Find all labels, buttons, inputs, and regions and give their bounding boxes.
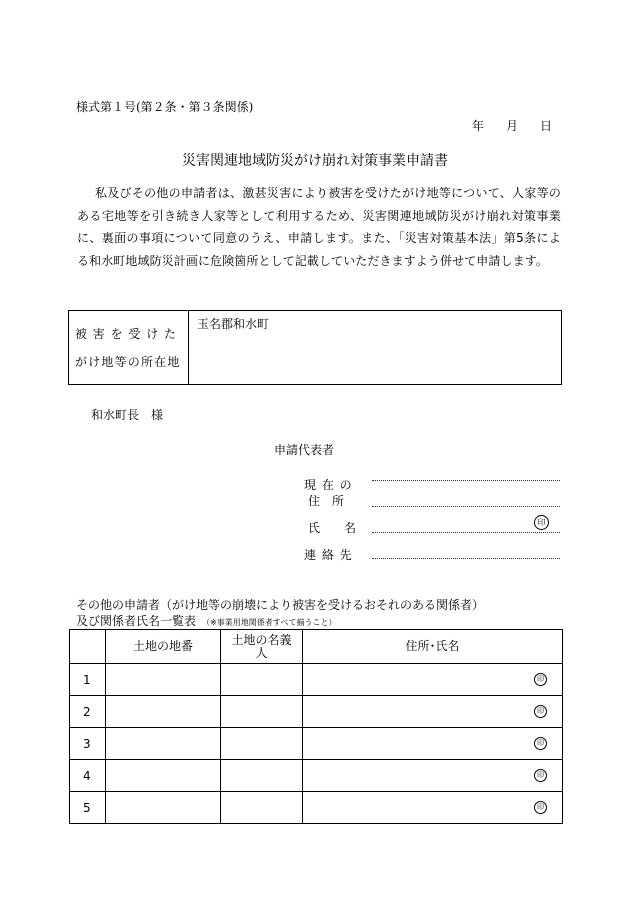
- seal-icon: 印: [534, 737, 547, 750]
- form-number: 様式第１号(第２条・第３条関係): [76, 100, 254, 114]
- header-number: [70, 630, 106, 664]
- address-name-cell[interactable]: [303, 664, 563, 696]
- table-row: [70, 664, 563, 696]
- address-name-cell[interactable]: [303, 728, 563, 760]
- intro-paragraph: 私及びその他の申請者は、激甚災害により被害を受けたがけ地等について、人家等のある宅地等を引き続き人家等として利用するため、災害関連地域防災がけ崩れ対策事業に、裏面の事項について同意のうえ、申請します。また、「災害対策基本法」第5条による和水町地域防災計画に危険箇所として記載していただきますよう併せて申請します。: [77, 186, 561, 268]
- others-note: （※事業用地関係者すべて揃うこと）: [202, 618, 337, 627]
- applicants-table: [69, 629, 563, 824]
- seal-icon: 印: [534, 515, 549, 530]
- lot-number-cell[interactable]: [106, 760, 221, 792]
- addressee: 和水町長 様: [91, 408, 164, 422]
- contact-line[interactable]: [372, 558, 560, 559]
- table-row: [70, 728, 563, 760]
- header-land-owner: [221, 630, 303, 664]
- date-line: [450, 117, 552, 134]
- others-title-text: 及び関係者氏名一覧表: [76, 614, 197, 628]
- lot-number-cell[interactable]: [106, 664, 221, 696]
- address-name-cell[interactable]: [303, 696, 563, 728]
- contact-label: 連 絡 先: [304, 548, 353, 562]
- land-owner-cell[interactable]: [221, 792, 303, 824]
- address-line-2[interactable]: [372, 506, 560, 507]
- row-number: 2: [70, 696, 106, 728]
- site-location-box: [68, 310, 562, 385]
- site-label-line2: がけ地等の所在地: [75, 355, 181, 369]
- address-line-1[interactable]: [372, 480, 560, 481]
- table-header-row: [70, 630, 563, 664]
- land-owner-cell[interactable]: [221, 728, 303, 760]
- others-title-line2: [76, 612, 337, 629]
- table-row: [70, 696, 563, 728]
- site-label-line1: 被害を受けた: [75, 327, 182, 341]
- lot-number-cell[interactable]: [106, 792, 221, 824]
- row-number: 5: [70, 792, 106, 824]
- date-day: 日: [539, 119, 552, 133]
- header-land-owner-text: 土地の名義人: [231, 632, 292, 660]
- land-owner-cell[interactable]: [221, 664, 303, 696]
- address-label-line2: 住 所: [308, 494, 345, 508]
- others-title-line1: その他の申請者（がけ地等の崩壊により被害を受けるおそれのある関係者）: [76, 598, 485, 612]
- row-number: 4: [70, 760, 106, 792]
- seal-icon: 印: [534, 769, 547, 782]
- name-label: 氏 名: [308, 521, 357, 535]
- document-title: 災害関連地域防災がけ崩れ対策事業申請書: [182, 153, 448, 169]
- row-number: 1: [70, 664, 106, 696]
- header-address-name: 住所･氏名: [303, 630, 563, 664]
- table-row: [70, 792, 563, 824]
- seal-icon: 印: [534, 801, 547, 814]
- land-owner-cell[interactable]: [221, 760, 303, 792]
- representative-heading: 申請代表者: [274, 443, 335, 457]
- land-owner-cell[interactable]: [221, 696, 303, 728]
- address-label-line1: 現 在 の: [304, 478, 353, 492]
- lot-number-cell[interactable]: [106, 728, 221, 760]
- address-name-cell[interactable]: [303, 792, 563, 824]
- name-line[interactable]: [372, 532, 560, 533]
- address-name-cell[interactable]: [303, 760, 563, 792]
- site-location-value[interactable]: 玉名郡和水町: [197, 317, 270, 331]
- table-row: [70, 760, 563, 792]
- row-number: 3: [70, 728, 106, 760]
- site-label-cell: [69, 311, 189, 384]
- lot-number-cell[interactable]: [106, 696, 221, 728]
- date-month: 月: [505, 119, 518, 133]
- seal-icon: 印: [534, 705, 547, 718]
- date-year: 年: [471, 119, 484, 133]
- seal-icon: 印: [534, 673, 547, 686]
- header-lot-number: 土地の地番: [106, 630, 221, 664]
